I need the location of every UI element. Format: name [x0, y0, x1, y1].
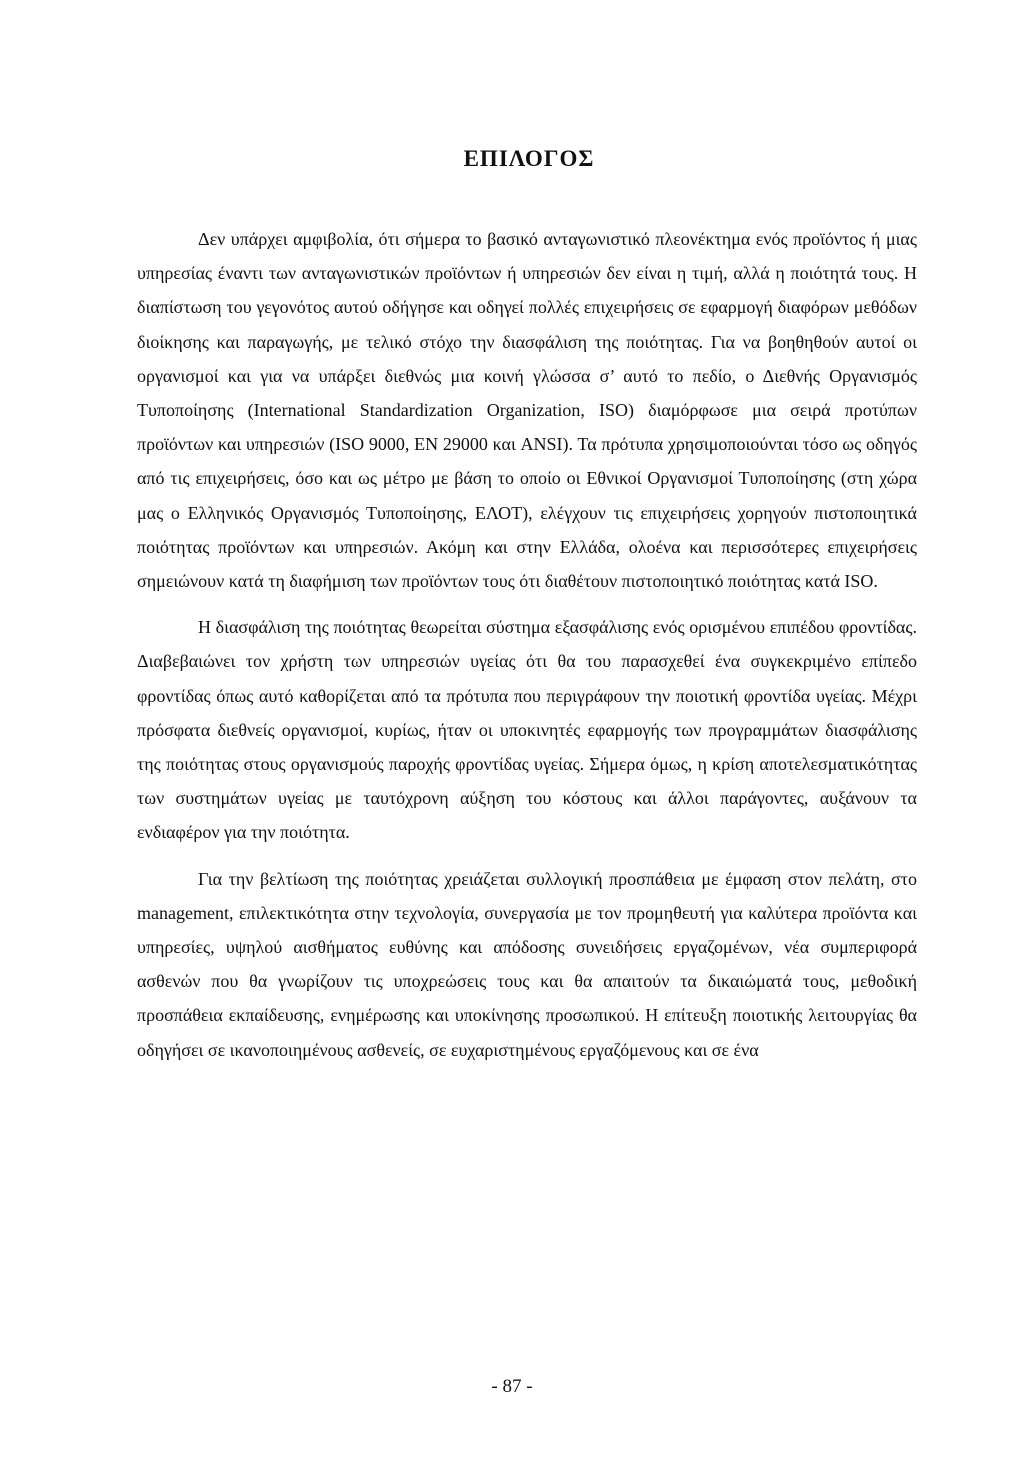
- page-number: - 87 -: [491, 1376, 533, 1397]
- paragraph-1: Δεν υπάρχει αμφιβολία, ότι σήμερα το βασικό ανταγωνιστικό πλεονέκτημα ενός προϊόντος ή μιας υπηρεσίας έναντι των ανταγωνιστικών προϊόντων ή υπηρεσιών δεν είναι η τιμή, αλλά η ποιότητά τους. Η διαπίστωση του γεγονότος αυτού οδήγησε και οδηγεί πολλές επιχειρήσεις σε εφαρμογή διαφόρων μεθόδων διοίκησης και παραγωγής, με τελικό στόχο την διασφάλιση της ποιότητας. Για να βοηθηθούν αυτοί οι οργανισμοί και για να υπάρξει διεθνώς μια κοινή γλώσσα σ’ αυτό το πεδίο, ο Διεθνής Οργανισμός Τυποποίησης (International Standardization Organization, ISO) διαμόρφωσε μια σειρά προτύπων προϊόντων και υπηρεσιών (ISO 9000, EN 29000 και ANSI). Τα πρότυπα χρησιμοποιούνται τόσο ως οδηγός από τις επιχειρήσεις, όσο και ως μέτρο με βάση το οποίο οι Εθνικοί Οργανισμοί Τυποποίησης (στη χώρα μας ο Ελληνικός Οργανισμός Τυποποίησης, ΕΛΟΤ), ελέγχουν τις επιχειρήσεις χορηγούν πιστοποιητικά ποιότητας προϊόντων και υπηρεσιών. Ακόμη και στην Ελλάδα, ολοένα και περισσότερες επιχειρήσεις σημειώνουν κατά τη διαφήμιση των προϊόντων τους ότι διαθέτουν πιστοποιητικό ποιότητας κατά ISO.: [137, 229, 917, 592]
- body-text: [137, 222, 917, 1067]
- paragraph-3: Για την βελτίωση της ποιότητας χρειάζεται συλλογική προσπάθεια με έμφαση στον πελάτη, στο management, επιλεκτικότητα στην τεχνολογία, συνεργασία με τον προμηθευτή για καλύτερα προϊόντα και υπηρεσίες, υψηλού αισθήματος ευθύνης και απόδοσης συνειδήσεις εργαζομένων, νέα συμπεριφορά ασθενών που θα γνωρίζουν τις υποχρεώσεις τους και θα απαιτούν τα δικαιώματά τους, μεθοδική προσπάθεια εκπαίδευσης, ενημέρωσης και υποκίνησης προσωπικού. Η επίτευξη ποιοτικής λειτουργίας θα οδηγήσει σε ικανοποιημένους ασθενείς, σε ευχαριστημένους εργαζόμενους και σε ένα: [137, 868, 917, 1060]
- paragraph-2: Η διασφάλιση της ποιότητας θεωρείται σύστημα εξασφάλισης ενός ορισμένου επιπέδου φροντίδας. Διαβεβαιώνει τον χρήστη των υπηρεσιών υγείας ότι θα του παρασχεθεί ένα συγκεκριμένο επίπεδο φροντίδας όπως αυτό καθορίζεται από τα πρότυπα που περιγράφουν την ποιοτική φροντίδα υγείας. Μέχρι πρόσφατα διεθνείς οργανισμοί, κυρίως, ήταν οι υποκινητές εφαρμογής των προγραμμάτων διασφάλισης της ποιότητας στους οργανισμούς παροχής φροντίδας υγείας. Σήμερα όμως, η κρίση αποτελεσματικότητας των συστημάτων υγείας με ταυτόχρονη αύξηση του κόστους και άλλοι παράγοντες, αυξάνουν τα ενδιαφέρον για την ποιότητα.: [137, 617, 917, 843]
- page-title: ΕΠΙΛΟΓΟΣ: [463, 146, 595, 171]
